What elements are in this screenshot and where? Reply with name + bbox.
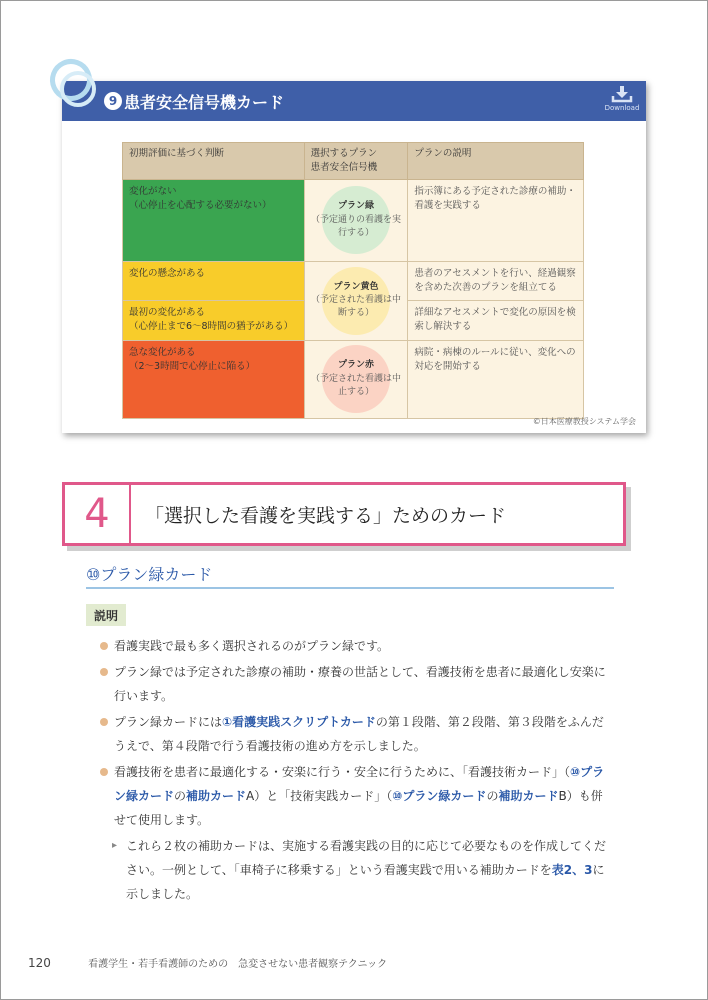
bullet-text-4c: A）と「技術実践カード」（ [246, 789, 393, 803]
explanation-label: 説明 [86, 604, 126, 626]
list-item [98, 710, 610, 758]
copyright: ©日本医療教授システム学会 [532, 417, 636, 426]
judgment-yellow-2: 最初の変化がある （心停止まで6～8時間の猶予がある） [123, 301, 305, 341]
plan-green-name: プラン緑 [337, 201, 374, 212]
plan-red-note: （予定された看護は中止する） [310, 373, 401, 397]
plan-yellow-name: プラン黄色 [333, 281, 379, 292]
plan-yellow-note: （予定された看護は中断する） [310, 295, 401, 319]
bullet-text-1: 看護実践で最も多く選択されるのがプラン緑です。 [114, 639, 390, 653]
bullet-text-4a: 看護技術を患者に最適化する・安楽に行う・安全に行うために、「看護技術カード」（ [114, 765, 571, 779]
bullet-text-4e: B）も併せて使用します。 [114, 789, 603, 827]
subsection-heading: ⑩プラン緑カード [86, 562, 614, 589]
plan-red-cell [304, 340, 408, 418]
plan-yellow-cell [304, 261, 408, 340]
sub-list-item [98, 834, 610, 906]
download-button[interactable] [604, 85, 640, 112]
list-item [98, 660, 610, 708]
table-row-green [123, 179, 584, 261]
link-plan-green-card-1[interactable]: ⑩プラン緑カード [114, 765, 605, 803]
download-icon [611, 85, 633, 103]
description-yellow-1: 患者のアセスメントを行い、経過観察を含めた次善のプランを組立てる [408, 261, 584, 301]
patient-safety-signal-card [62, 81, 646, 433]
bullet-text-2: プラン緑では予定された診療の補助・療養の世話として、看護技術を患者に最適化し安楽に行います。 [114, 665, 606, 703]
table-row-yellow-1 [123, 261, 584, 301]
book-title: 看護学生・若手看護師のための 急変させない患者観察テクニック [88, 959, 388, 970]
plan-green-note: （予定通りの看護を実行する） [310, 214, 401, 238]
link-plan-green-card-2[interactable]: ⑩プラン緑カード [392, 789, 487, 803]
sub-text-a: これら２枚の補助カードは、実施する看護実践の目的に応じて必要なものを作成してください。一例として、「車椅子に移乗する」という看護実践で用いる補助カードを [126, 839, 607, 877]
judgment-yellow-1: 変化の懸念がある [123, 261, 305, 301]
table-row-red [123, 340, 584, 418]
bullet-text-3a: プラン緑カードには [114, 715, 223, 729]
plan-red-name: プラン赤 [337, 360, 374, 371]
bullet-text-4b: の [174, 789, 187, 803]
header-plan: 選択するプラン 患者安全信号機 [304, 143, 408, 180]
sub-text-b: に示しました。 [126, 863, 605, 901]
link-support-card-b[interactable]: 補助カード [498, 789, 559, 803]
header-description: プランの説明 [408, 143, 584, 180]
description-yellow-2: 詳細なアセスメントで変化の原因を検索し解決する [408, 301, 584, 341]
list-item [98, 760, 610, 832]
description-red: 病院・病棟のルールに従い、変化への対応を開始する [408, 340, 584, 418]
header-judgment: 初期評価に基づく判断 [123, 143, 305, 180]
bullet-text-3b: の第１段階、第２段階、第３段階をふんだうえで、第４段階で行う看護技術の進め方を示しました。 [114, 715, 604, 753]
card-title: 患者安全信号機カード [124, 92, 285, 112]
link-script-card[interactable]: ①看護実践スクリプトカード [222, 715, 376, 729]
page-footer [28, 955, 387, 970]
description-green: 指示簿にある予定された診療の補助・看護を実践する [408, 179, 584, 261]
page-number: 120 [28, 956, 51, 970]
card-number: 9 [104, 92, 122, 110]
plan-green-cell [304, 179, 408, 261]
judgment-red: 急な変化がある （2～3時間で心停止に陥る） [123, 340, 305, 418]
list-item [98, 634, 610, 658]
judgment-green: 変化がない （心停止を心配する必要がない） [123, 179, 305, 261]
binder-ring-inner-icon [60, 71, 96, 107]
signal-table [122, 142, 584, 419]
section-heading-box [62, 482, 626, 546]
explanation-body [98, 634, 610, 906]
download-label: Download [604, 104, 640, 112]
section-number: 4 [65, 485, 131, 543]
bullet-text-4d: の [486, 789, 499, 803]
link-tables-2-3[interactable]: 表2、3 [551, 863, 593, 877]
link-support-card-a[interactable]: 補助カード [186, 789, 247, 803]
card-header [62, 81, 646, 121]
section-title: 「選択した看護を実践する」ためのカード [145, 504, 507, 527]
table-header-row [123, 143, 584, 180]
